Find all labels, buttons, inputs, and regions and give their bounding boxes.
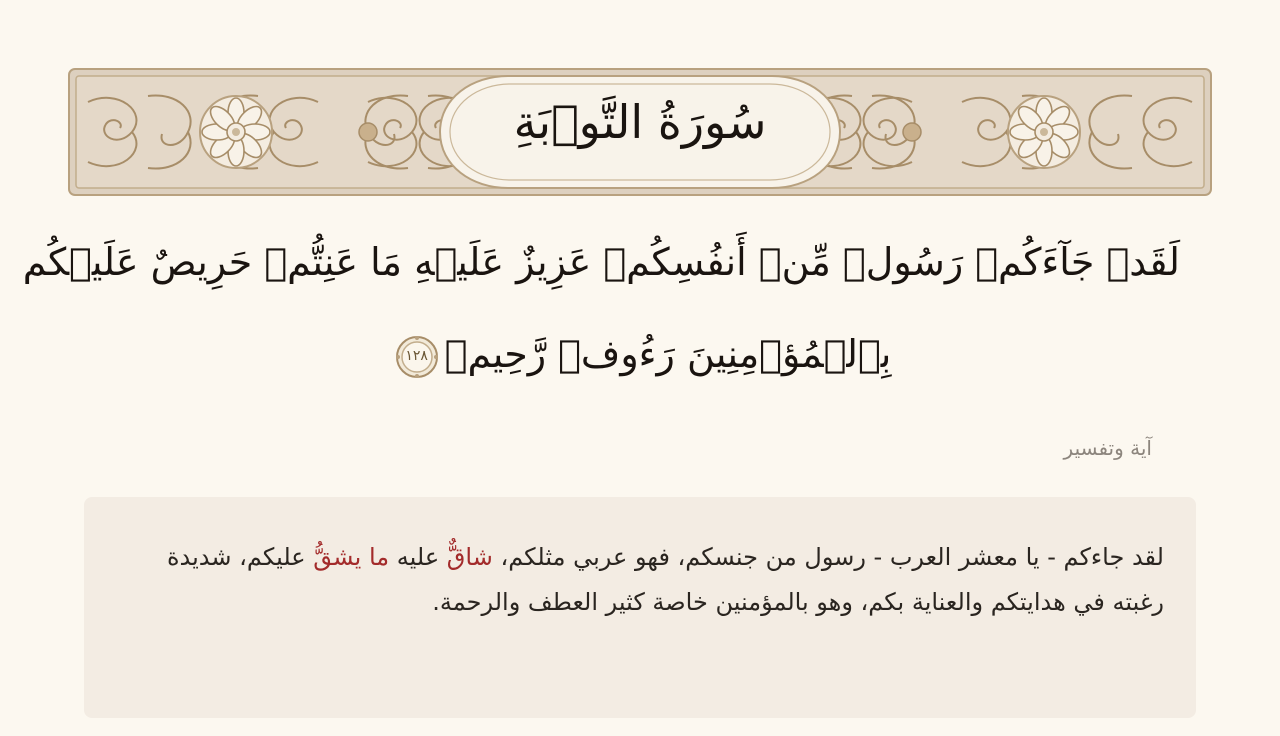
tafsir-text: [116, 535, 1164, 625]
tafsir-card: [84, 497, 1196, 718]
ayah-line-2-text: بِٱلۡمُؤۡمِنِينَ رَءُوفٞ رَّحِيمٞ: [444, 332, 892, 376]
tafsir-text-part-2: عليه: [389, 543, 447, 571]
section-label: آية وتفسير: [1063, 436, 1152, 460]
tafsir-text-part-1: لقد جاءكم - يا معشر العرب - رسول من جنسكم، فهو عربي مثلكم،: [492, 543, 1164, 571]
tafsir-text-part-3: عليكم، شديدة رغبته في هدايتكم والعناية بكم، وهو بالمؤمنين خاصة كثير العطف والرحمة.: [166, 543, 1164, 616]
tafsir-highlight-2[interactable]: ما يشقُّ: [313, 543, 390, 571]
ayah-number: ١٢٨: [405, 347, 428, 364]
ayah-end-marker-icon[interactable]: [395, 335, 439, 379]
surah-title: سُورَةُ التَّوۡبَةِ: [513, 95, 767, 149]
ayah-text: [22, 216, 1180, 400]
ayah-line-2: [100, 308, 1180, 400]
ayah-line-1: لَقَدۡ جَآءَكُمۡ رَسُولٞ مِّنۡ أَنفُسِكُمۡ عَزِيزٌ عَلَيۡهِ مَا عَنِتُّمۡ حَرِيصٌ عَلَيۡكُم: [22, 240, 1180, 284]
surah-header-banner: [68, 68, 1212, 196]
tafsir-highlight-1[interactable]: شاقٌّ: [446, 543, 493, 571]
